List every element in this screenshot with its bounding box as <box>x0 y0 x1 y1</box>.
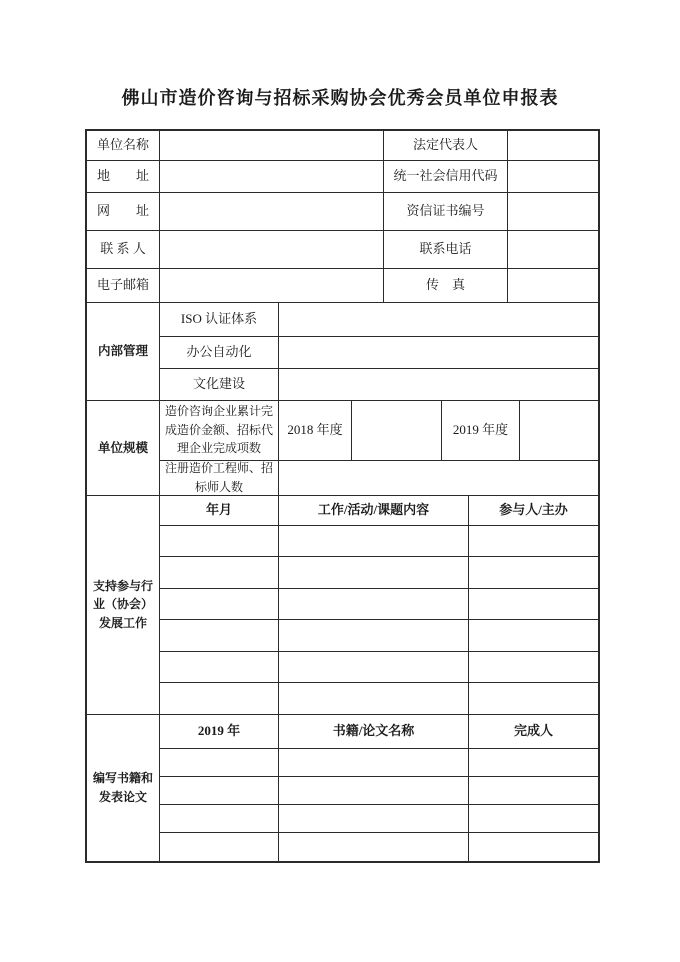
culture-value-cell[interactable] <box>279 369 598 401</box>
year-2018-value-cell[interactable] <box>352 401 442 461</box>
table-row <box>87 193 598 231</box>
support-date-cell[interactable] <box>160 589 279 621</box>
contact-label: 联 系 人 <box>87 231 160 269</box>
support-participants-cell[interactable] <box>469 557 598 589</box>
unit-name-label: 单位名称 <box>87 131 160 161</box>
legal-rep-value-cell[interactable] <box>508 131 598 161</box>
books-title-cell[interactable] <box>279 805 469 833</box>
iso-value-cell[interactable] <box>279 303 598 337</box>
support-date-cell[interactable] <box>160 526 279 558</box>
support-work-label: 支持参与行业（协会）发展工作 <box>87 496 160 715</box>
website-value-cell[interactable] <box>160 193 384 231</box>
email-value-cell[interactable] <box>160 269 384 303</box>
table-row <box>160 401 598 461</box>
support-header-content: 工作/活动/课题内容 <box>279 496 469 526</box>
table-row <box>160 526 598 558</box>
iso-label: ISO 认证体系 <box>160 303 279 337</box>
email-label: 电子邮箱 <box>87 269 160 303</box>
scale-desc-label: 造价咨询企业累计完成造价金额、招标代理企业完成项数 <box>160 401 279 461</box>
books-author-cell[interactable] <box>469 777 598 805</box>
books-year-cell[interactable] <box>160 777 279 805</box>
table-row <box>87 161 598 193</box>
support-date-cell[interactable] <box>160 652 279 684</box>
books-title-cell[interactable] <box>279 777 469 805</box>
phone-value-cell[interactable] <box>508 231 598 269</box>
books-papers-section <box>87 715 598 861</box>
books-header-row <box>160 715 598 749</box>
address-label: 地 址 <box>87 161 160 193</box>
books-header-title: 书籍/论文名称 <box>279 715 469 749</box>
fax-label: 传 真 <box>384 269 508 303</box>
credit-code-label: 统一社会信用代码 <box>384 161 508 193</box>
books-author-cell[interactable] <box>469 749 598 777</box>
books-year-cell[interactable] <box>160 805 279 833</box>
books-title-cell[interactable] <box>279 833 469 861</box>
address-value-cell[interactable] <box>160 161 384 193</box>
support-header-row <box>160 496 598 526</box>
application-form-table <box>85 129 600 863</box>
support-content-cell[interactable] <box>279 526 469 558</box>
support-participants-cell[interactable] <box>469 526 598 558</box>
basic-info-section <box>87 131 598 303</box>
support-content-cell[interactable] <box>279 620 469 652</box>
table-row <box>160 557 598 589</box>
support-content-cell[interactable] <box>279 652 469 684</box>
office-automation-value-cell[interactable] <box>279 337 598 369</box>
cert-no-value-cell[interactable] <box>508 193 598 231</box>
support-header-participants: 参与人/主办 <box>469 496 598 526</box>
table-row <box>87 131 598 161</box>
support-participants-cell[interactable] <box>469 652 598 684</box>
engineers-value-cell[interactable] <box>279 461 598 496</box>
credit-code-value-cell[interactable] <box>508 161 598 193</box>
table-row <box>160 805 598 833</box>
support-header-date: 年月 <box>160 496 279 526</box>
table-row <box>160 833 598 861</box>
year-2019-value-cell[interactable] <box>520 401 598 461</box>
table-row <box>160 369 598 401</box>
page-title: 佛山市造价咨询与招标采购协会优秀会员单位申报表 <box>121 88 559 108</box>
table-row <box>160 652 598 684</box>
unit-scale-label: 单位规模 <box>87 401 160 496</box>
contact-value-cell[interactable] <box>160 231 384 269</box>
support-work-section <box>87 496 598 715</box>
fax-value-cell[interactable] <box>508 269 598 303</box>
internal-management-label: 内部管理 <box>87 303 160 401</box>
books-year-cell[interactable] <box>160 749 279 777</box>
table-row <box>160 303 598 337</box>
phone-label: 联系电话 <box>384 231 508 269</box>
support-participants-cell[interactable] <box>469 683 598 715</box>
support-content-cell[interactable] <box>279 683 469 715</box>
website-label: 网 址 <box>87 193 160 231</box>
unit-scale-section <box>87 401 598 496</box>
legal-rep-label: 法定代表人 <box>384 131 508 161</box>
support-content-cell[interactable] <box>279 557 469 589</box>
books-author-cell[interactable] <box>469 833 598 861</box>
year-2018-label: 2018 年度 <box>279 401 352 461</box>
cert-no-label: 资信证书编号 <box>384 193 508 231</box>
books-papers-label: 编写书籍和发表论文 <box>87 715 160 861</box>
culture-label: 文化建设 <box>160 369 279 401</box>
table-row <box>160 749 598 777</box>
support-content-cell[interactable] <box>279 589 469 621</box>
office-automation-label: 办公自动化 <box>160 337 279 369</box>
support-date-cell[interactable] <box>160 683 279 715</box>
table-row <box>160 589 598 621</box>
table-row <box>160 337 598 369</box>
books-title-cell[interactable] <box>279 749 469 777</box>
books-author-cell[interactable] <box>469 805 598 833</box>
table-row <box>87 269 598 303</box>
books-header-year: 2019 年 <box>160 715 279 749</box>
internal-management-section <box>87 303 598 401</box>
support-participants-cell[interactable] <box>469 589 598 621</box>
unit-name-value-cell[interactable] <box>160 131 384 161</box>
books-year-cell[interactable] <box>160 833 279 861</box>
table-row <box>160 683 598 715</box>
year-2019-label: 2019 年度 <box>442 401 520 461</box>
support-date-cell[interactable] <box>160 557 279 589</box>
table-row <box>87 231 598 269</box>
table-row <box>160 777 598 805</box>
table-row <box>160 461 598 496</box>
engineers-label: 注册造价工程师、招标师人数 <box>160 461 279 496</box>
books-header-author: 完成人 <box>469 715 598 749</box>
support-date-cell[interactable] <box>160 620 279 652</box>
support-participants-cell[interactable] <box>469 620 598 652</box>
table-row <box>160 620 598 652</box>
